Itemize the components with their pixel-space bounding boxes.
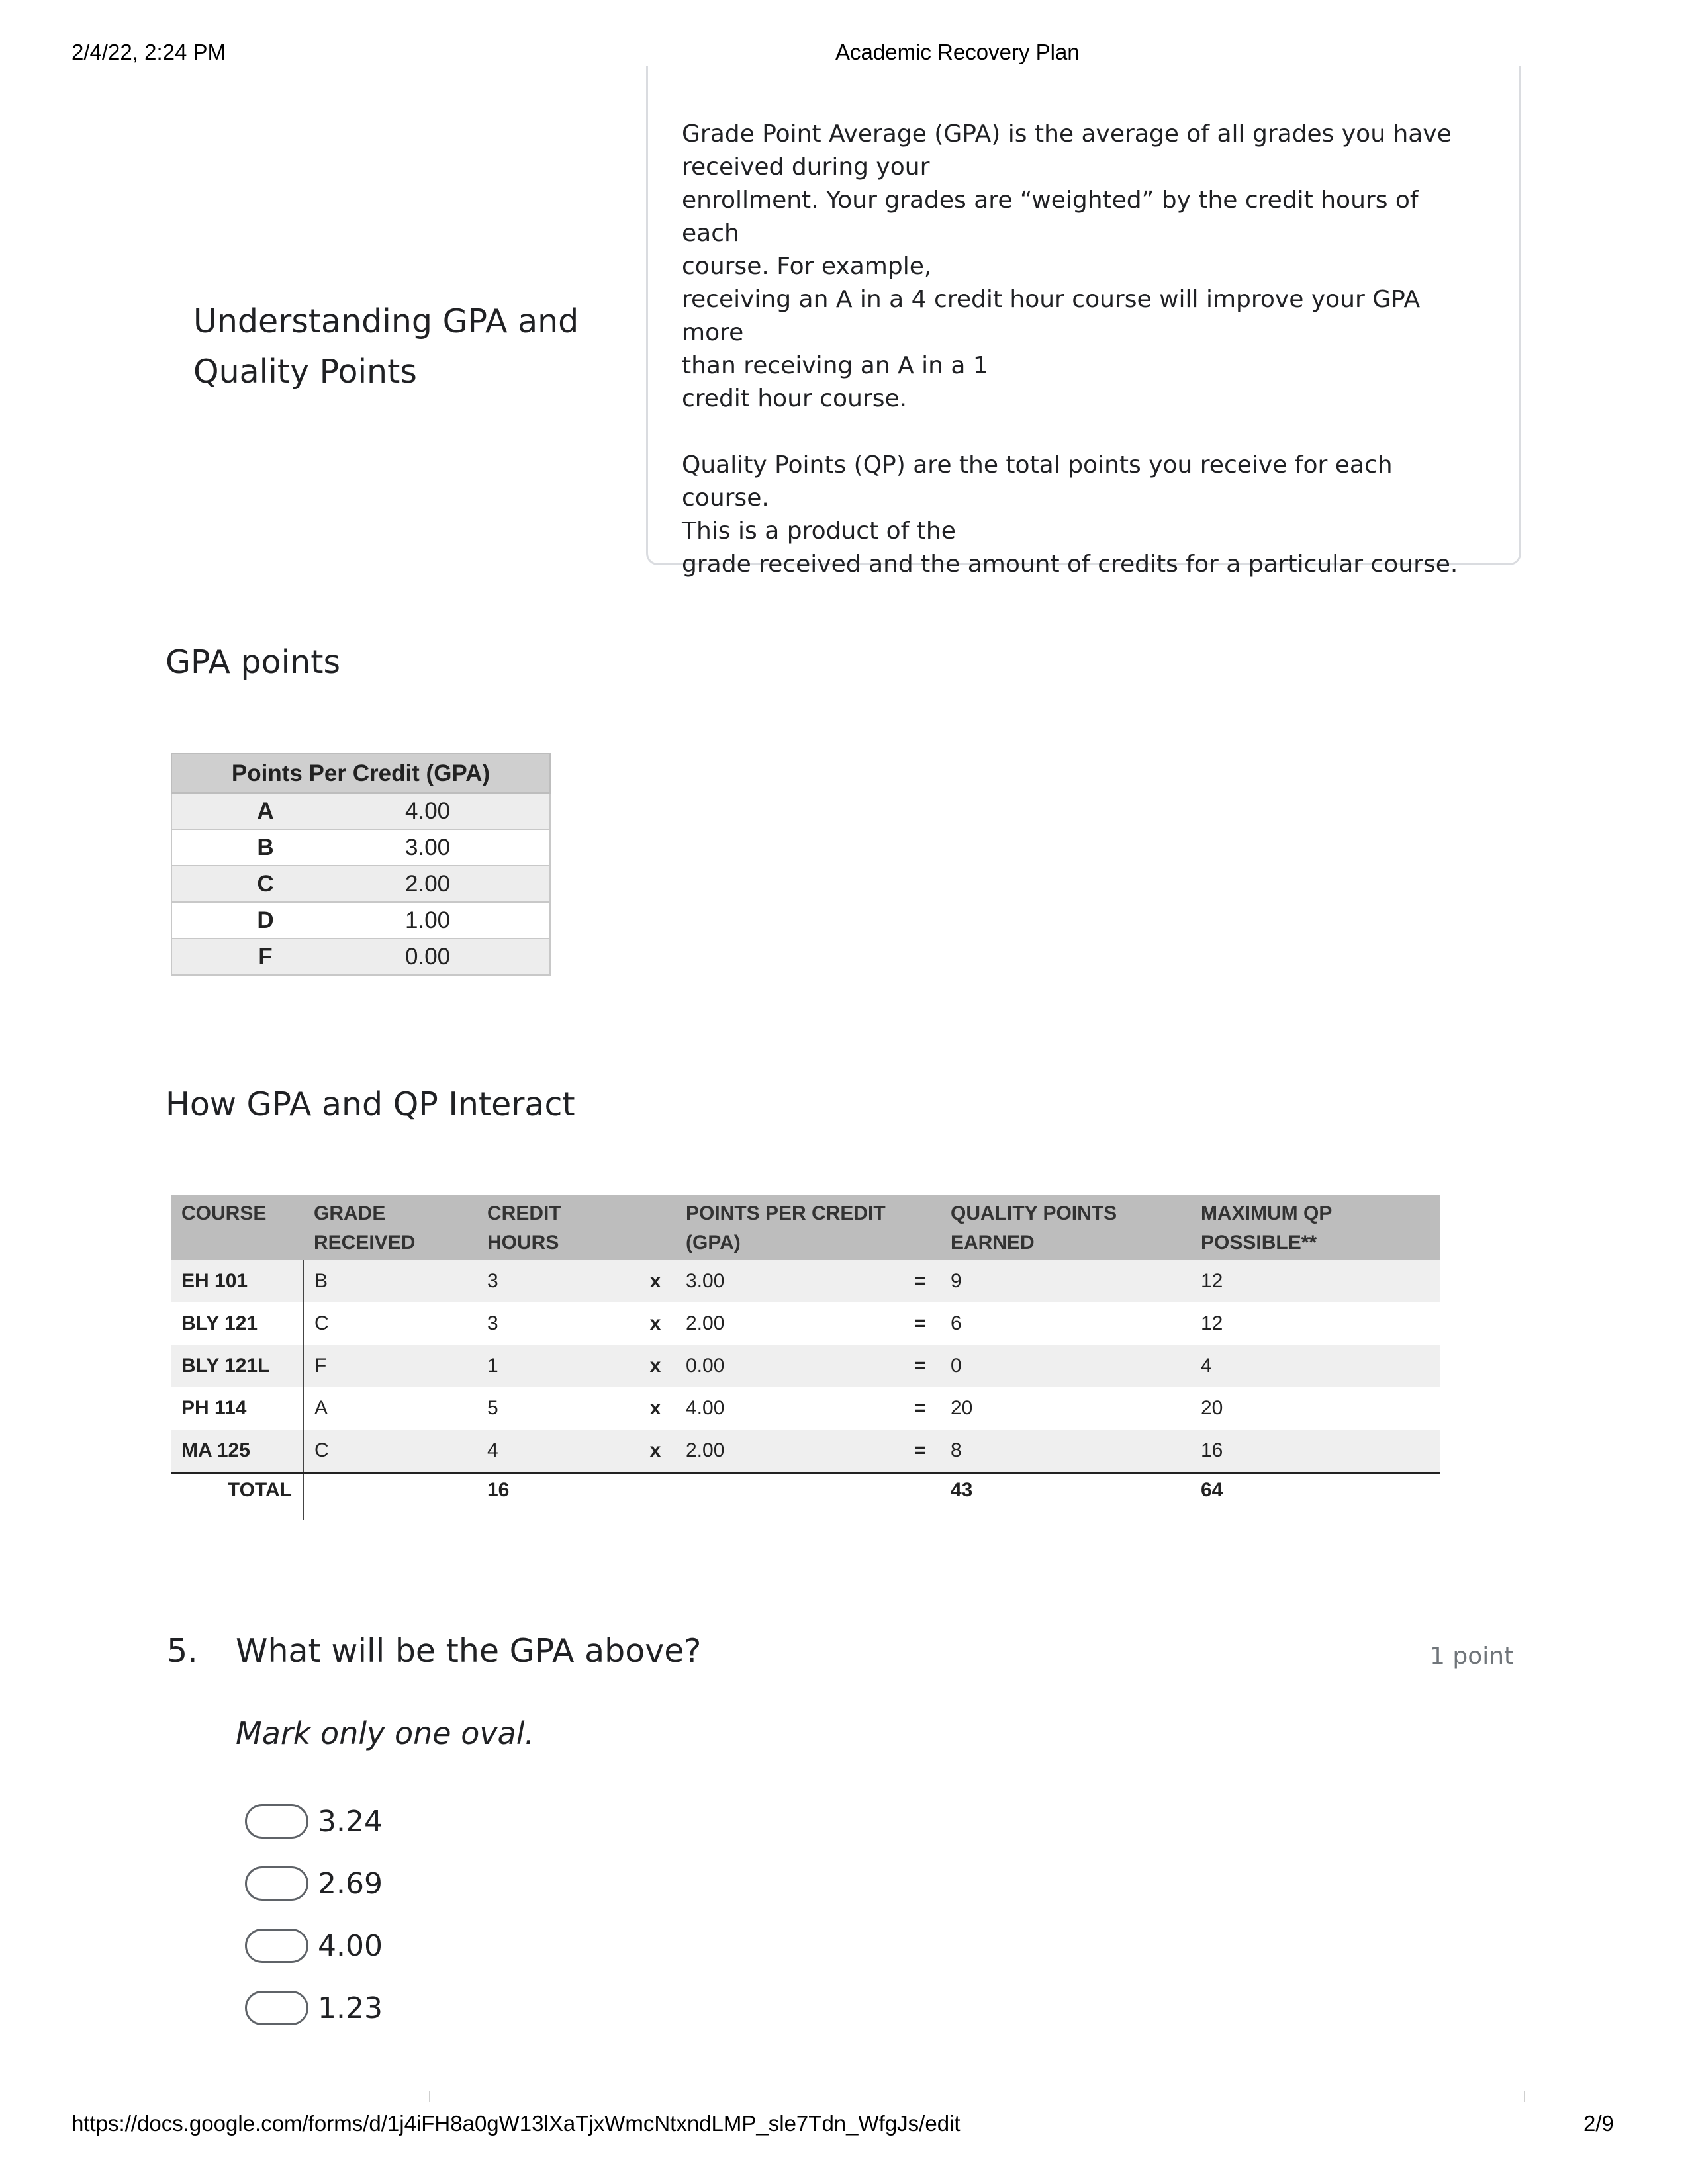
max-qp-cell: 20	[1201, 1397, 1223, 1419]
grade-cell: F	[303, 1345, 477, 1387]
table-row	[171, 829, 550, 866]
description-line: course. For example,	[682, 253, 932, 280]
section-title-line: Quality Points	[193, 353, 417, 390]
description-line: than receiving an A in a 1	[682, 352, 988, 379]
max-qp-cell: 12	[1190, 1260, 1440, 1302]
col-header-spacer	[900, 1195, 940, 1260]
description-line: This is a product of the	[682, 518, 956, 545]
col-header-text: EARNED	[951, 1232, 1035, 1253]
col-header-max	[1190, 1195, 1440, 1260]
grade-cell: A	[171, 793, 359, 829]
points-cell: 1.00	[359, 902, 550, 938]
credits-cell: 3	[477, 1260, 635, 1302]
table-row	[171, 1345, 1440, 1387]
col-header-text: CREDIT	[487, 1203, 561, 1224]
ppc-cell: 0.00	[675, 1345, 900, 1387]
course-cell: MA 125	[171, 1430, 303, 1473]
grade-cell: F	[171, 938, 359, 975]
description-line: enrollment. Your grades are “weighted” by the credit hours of each	[682, 187, 1419, 247]
paragraph-gap	[682, 416, 1476, 449]
credits-cell: 1	[477, 1345, 635, 1387]
section-title-line: Understanding GPA and	[193, 302, 579, 340]
table-row	[171, 938, 550, 975]
course-cell: BLY 121L	[171, 1345, 303, 1387]
card-edge-mark	[1524, 2091, 1525, 2102]
total-max-qp: 64	[1190, 1473, 1440, 1521]
col-header-qp	[940, 1195, 1190, 1260]
option-label: 2.69	[318, 1866, 383, 1901]
course-cell: BLY 121	[181, 1312, 258, 1334]
table-row	[171, 1430, 1440, 1473]
option-2-69[interactable]	[245, 1864, 383, 1903]
empty-cell	[635, 1473, 675, 1521]
col-header-spacer	[635, 1195, 675, 1260]
col-header-grade	[303, 1195, 477, 1260]
qp-cell: 6	[951, 1312, 962, 1334]
option-4-00[interactable]	[245, 1926, 383, 1966]
grade-cell: A	[303, 1387, 477, 1430]
times-operator: x	[635, 1260, 675, 1302]
times-operator: x	[649, 1312, 661, 1334]
qp-cell: 9	[940, 1260, 1190, 1302]
print-title: Academic Recovery Plan	[835, 40, 1080, 64]
credits-cell: 5	[487, 1397, 498, 1419]
table-row	[171, 902, 550, 938]
qp-cell: 20	[951, 1397, 973, 1419]
empty-cell	[900, 1473, 940, 1521]
points-cell: 2.00	[359, 866, 550, 902]
grade-cell: B	[171, 829, 359, 866]
description-line: Grade Point Average (GPA) is the average of all grades you have	[682, 120, 1452, 148]
description-line: received during your	[682, 154, 930, 181]
radio-oval[interactable]	[245, 1929, 308, 1963]
option-1-23[interactable]	[245, 1988, 383, 2028]
question-text: What will be the GPA above?	[236, 1632, 702, 1670]
option-label: 3.24	[318, 1804, 383, 1839]
col-header-ppc	[675, 1195, 900, 1260]
max-qp-cell: 12	[1201, 1312, 1223, 1334]
question-number: 5.	[167, 1632, 198, 1670]
grade-cell: C	[303, 1430, 477, 1473]
equals-operator: =	[914, 1397, 926, 1419]
card-edge-mark	[429, 2091, 430, 2102]
grade-cell: C	[171, 866, 359, 902]
footer-url[interactable]: https://docs.google.com/forms/d/1j4iFH8a0gW13lXaTjxWmcNtxndLMP_sle7Tdn_WfgJs/edit	[71, 2111, 961, 2136]
grade-cell: C	[303, 1302, 477, 1345]
qp-cell: 8	[940, 1430, 1190, 1473]
ppc-cell: 3.00	[675, 1260, 900, 1302]
col-header-course	[171, 1195, 303, 1260]
print-datetime: 2/4/22, 2:24 PM	[71, 40, 226, 64]
description-line: receiving an A in a 4 credit hour course will improve your GPA more	[682, 286, 1421, 346]
option-3-24[interactable]	[245, 1801, 383, 1841]
table-row	[171, 1387, 1440, 1430]
section-description	[682, 118, 1476, 581]
table-row	[171, 866, 550, 902]
table-row	[171, 1302, 1440, 1345]
col-header-text: POINTS PER CREDIT	[686, 1203, 886, 1224]
radio-oval[interactable]	[245, 1866, 308, 1901]
total-credits: 16	[477, 1473, 635, 1521]
max-qp-cell: 16	[1190, 1430, 1440, 1473]
grade-cell: D	[171, 902, 359, 938]
col-header-credit	[477, 1195, 635, 1260]
radio-oval[interactable]	[245, 1991, 308, 2025]
section-title-understanding	[193, 296, 579, 397]
col-header-text: (GPA)	[686, 1232, 741, 1253]
radio-oval[interactable]	[245, 1804, 308, 1839]
description-line: credit hour course.	[682, 385, 908, 412]
course-cell: PH 114	[181, 1397, 247, 1419]
times-operator: x	[635, 1345, 675, 1387]
points-cell: 0.00	[359, 938, 550, 975]
col-header-text: MAXIMUM QP	[1201, 1203, 1333, 1224]
option-label: 4.00	[318, 1929, 383, 1963]
total-qp: 43	[940, 1473, 1190, 1521]
course-table-header	[171, 1195, 1440, 1260]
col-header-text: RECEIVED	[314, 1232, 416, 1253]
page-number: 2/9	[1583, 2111, 1614, 2136]
section-title-interact: How GPA and QP Interact	[165, 1085, 575, 1123]
credits-cell: 3	[487, 1312, 498, 1334]
credits-cell: 4	[477, 1430, 635, 1473]
ppc-cell: 4.00	[686, 1397, 725, 1419]
description-line: Quality Points (QP) are the total points you receive for each course.	[682, 451, 1393, 512]
equals-operator: =	[900, 1345, 940, 1387]
question-points: 1 point	[1430, 1643, 1514, 1670]
grade-cell: B	[303, 1260, 477, 1302]
equals-operator: =	[900, 1260, 940, 1302]
total-label: TOTAL	[171, 1473, 303, 1521]
max-qp-cell: 4	[1190, 1345, 1440, 1387]
qp-cell: 0	[940, 1345, 1190, 1387]
ppc-cell: 2.00	[686, 1312, 725, 1334]
points-cell: 3.00	[359, 829, 550, 866]
times-operator: x	[635, 1430, 675, 1473]
gpa-points-table	[171, 753, 551, 976]
col-header-text: COURSE	[181, 1203, 267, 1224]
course-cell: EH 101	[171, 1260, 303, 1302]
table-row	[171, 793, 550, 829]
col-header-text: HOURS	[487, 1232, 559, 1253]
total-row	[171, 1473, 1440, 1521]
times-operator: x	[649, 1397, 661, 1419]
ppc-cell: 2.00	[675, 1430, 900, 1473]
col-header-text: POSSIBLE**	[1201, 1232, 1317, 1253]
points-cell: 4.00	[359, 793, 550, 829]
equals-operator: =	[914, 1312, 926, 1334]
option-label: 1.23	[318, 1991, 383, 2025]
col-header-text: QUALITY POINTS	[951, 1203, 1117, 1224]
question-hint: Mark only one oval.	[236, 1715, 535, 1751]
section-title-gpa-points: GPA points	[165, 643, 340, 681]
description-line: grade received and the amount of credits for a particular course.	[682, 551, 1458, 578]
gpa-table-header: Points Per Credit (GPA)	[171, 754, 550, 793]
total-grade-cell	[303, 1473, 477, 1521]
col-header-text: GRADE	[314, 1203, 386, 1224]
equals-operator: =	[900, 1430, 940, 1473]
table-row	[171, 1260, 1440, 1302]
empty-cell	[675, 1473, 900, 1521]
course-table	[171, 1195, 1440, 1520]
